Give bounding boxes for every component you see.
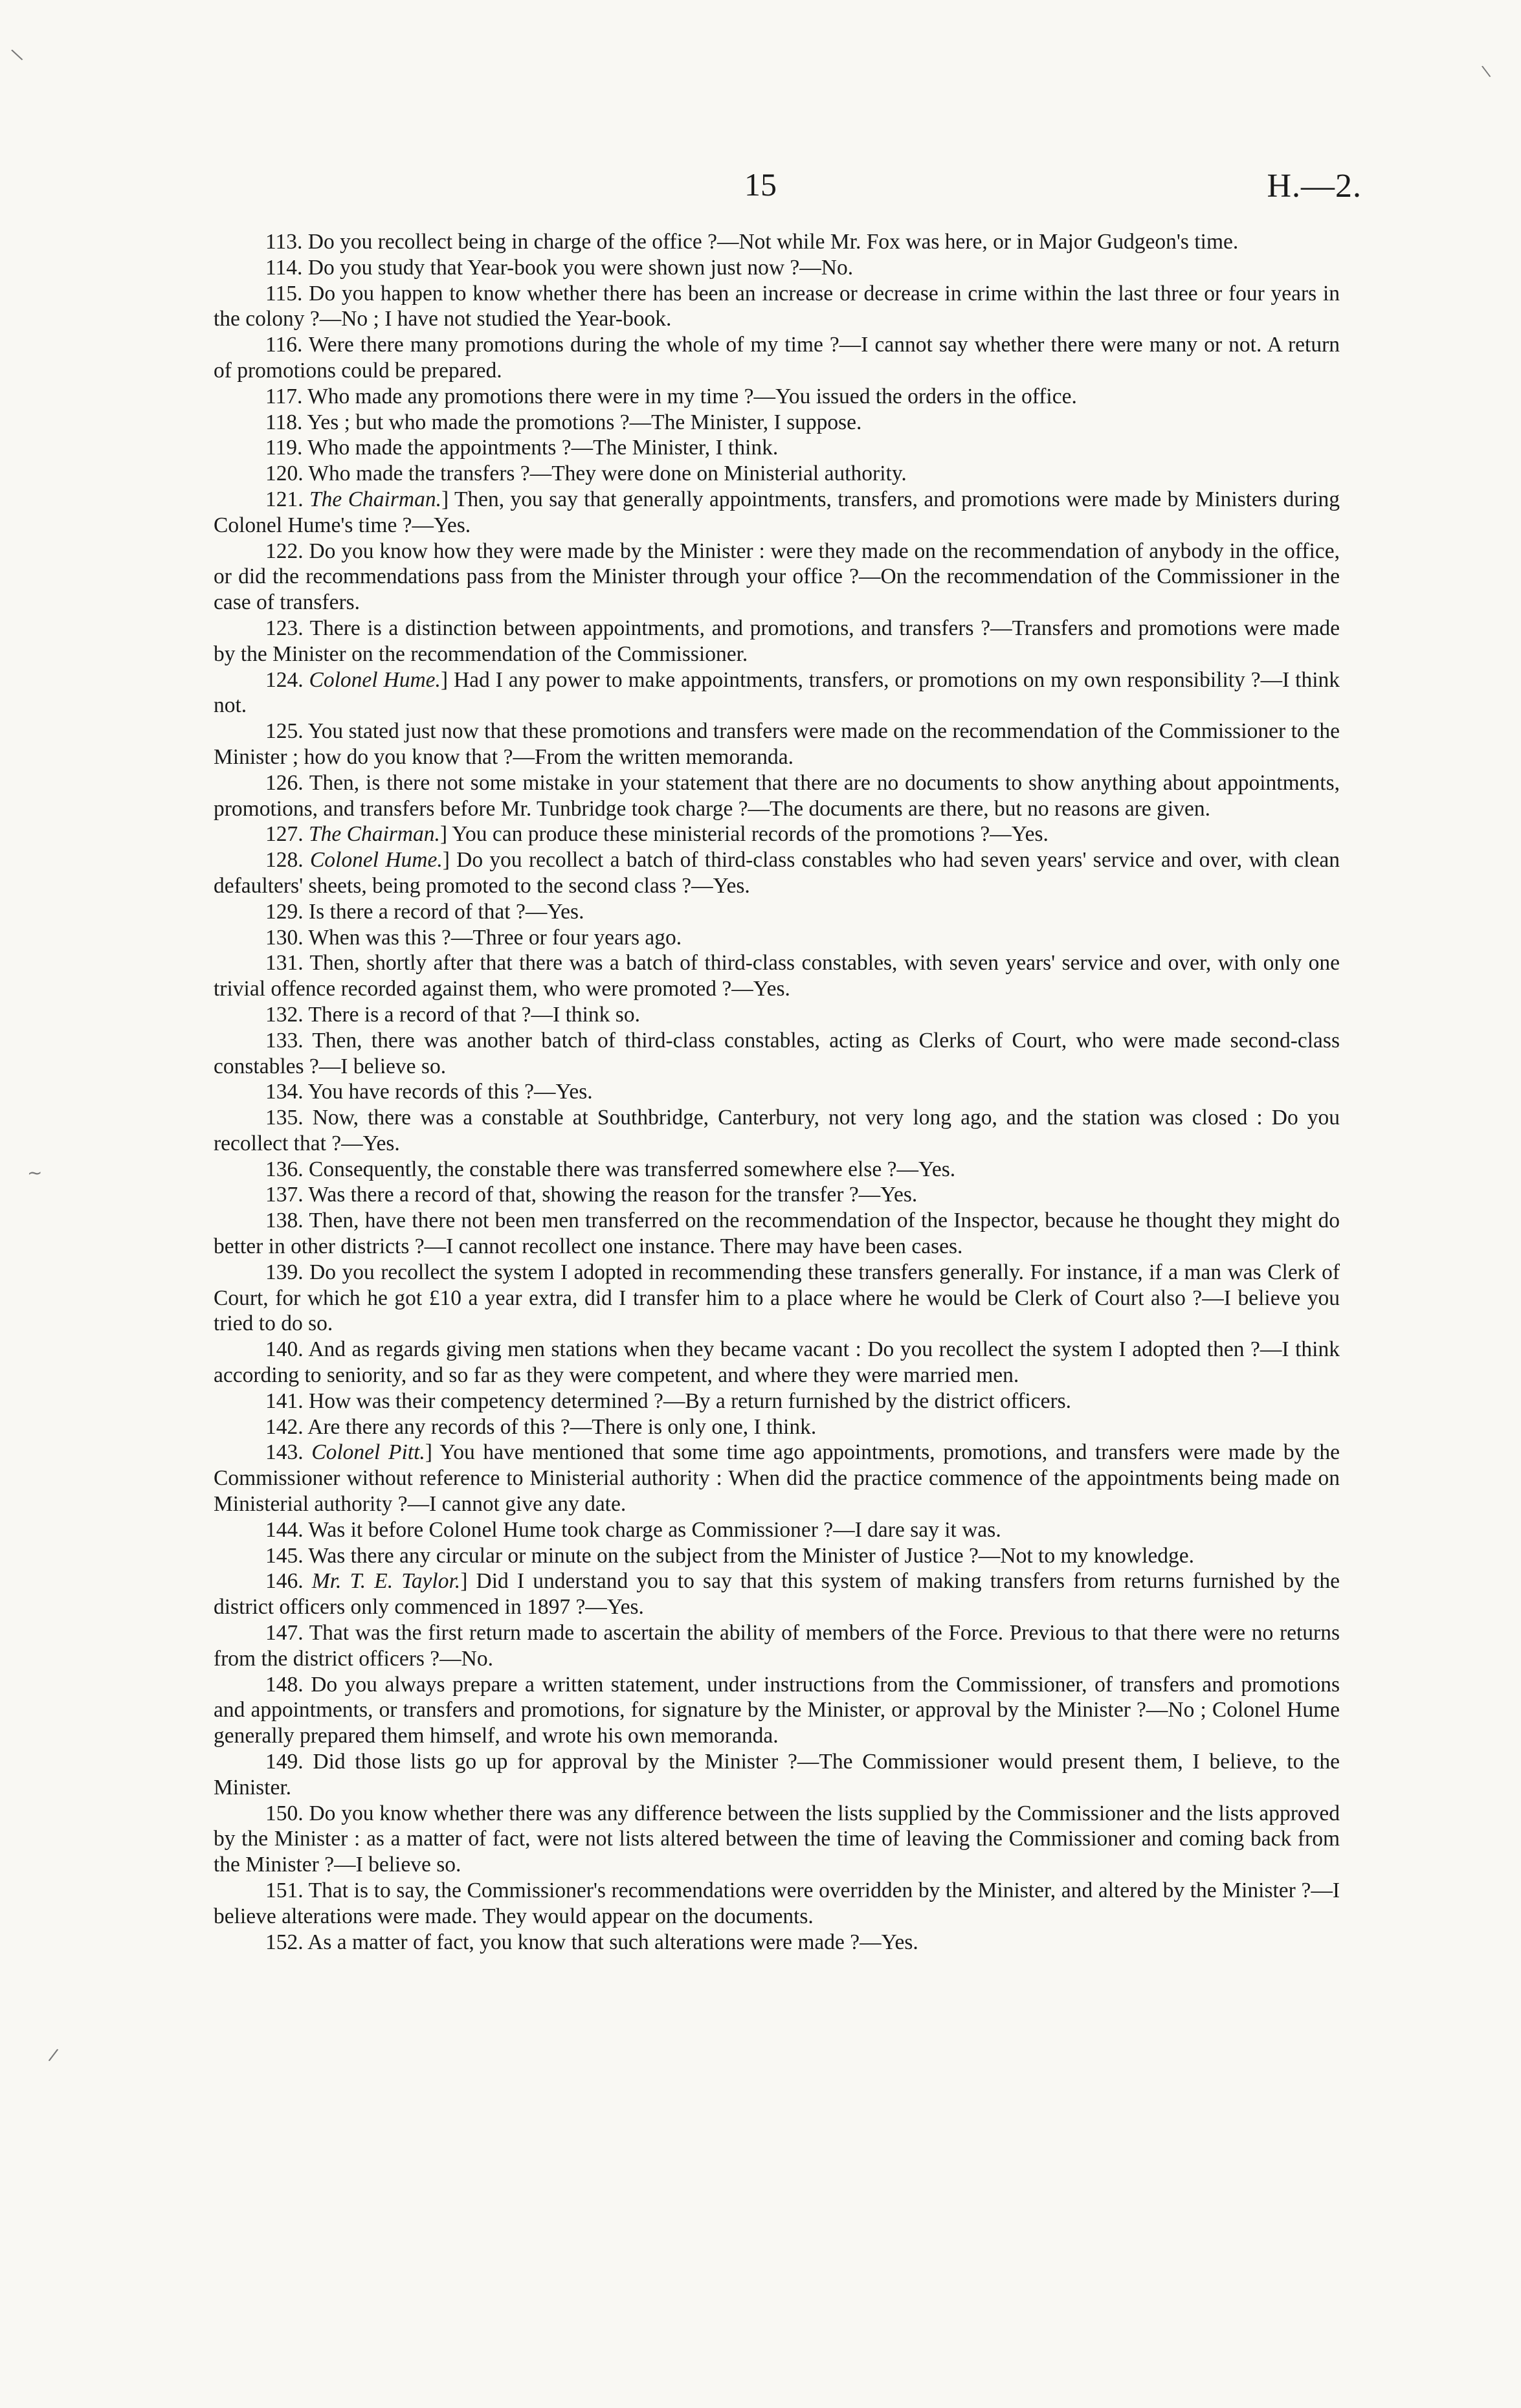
question-number: 143. bbox=[265, 1440, 304, 1465]
question-number: 144. bbox=[265, 1517, 304, 1542]
margin-tick-mark: / bbox=[47, 2045, 60, 2066]
question-paragraph bbox=[214, 1028, 1340, 1080]
question-paragraph bbox=[214, 719, 1340, 770]
question-text: And as regards giving men stations when they became vacant : Do you recollect the system I adopted then ?—I think according to seniority, and so far as they were competent, and where they were married men. bbox=[214, 1337, 1340, 1388]
question-number: 150. bbox=[265, 1801, 304, 1825]
margin-tick-mark: \ bbox=[10, 45, 25, 65]
margin-tick-mark: \ bbox=[1480, 61, 1492, 81]
question-number: 113. bbox=[265, 230, 303, 254]
question-paragraph bbox=[214, 332, 1340, 384]
question-paragraph bbox=[214, 1930, 1340, 1956]
question-text: Then, you say that generally appointments, transfers, and promotions were made by Ministers during Colonel Hume's time ?—Yes. bbox=[214, 487, 1340, 537]
question-text: Do you happen to know whether there has been an increase or decrease in crime within the last three or four years in the colony ?—No ; I have not studied the Year-book. bbox=[214, 281, 1340, 331]
question-text: Were there many promotions during the whole of my time ?—I cannot say whether there were many or not. A return of promotions could be prepared. bbox=[214, 333, 1340, 383]
question-number: 128. bbox=[265, 848, 304, 873]
question-text: There is a distinction between appointments, and promotions, and transfers ?—Transfers and promotions were made by the Minister on the recommendation of the Commissioner. bbox=[214, 616, 1340, 666]
question-paragraph: 128. Colonel Hume.] Do you recollect a batch of third-class constables who had seven years' service and over, with clean defaulters' sheets, being promoted to the second class ?—Yes. bbox=[214, 848, 1340, 898]
question-number: 149. bbox=[265, 1750, 304, 1774]
question-paragraph bbox=[214, 1079, 1340, 1105]
question-text: Do you know whether there was any difference between the lists supplied by the Commissioner and the lists approved by the Minister : as a matter of fact, were not lists altered between the time of leaving the Commissioner and coming back from the Minister ?—I believe so. bbox=[214, 1801, 1340, 1877]
question-number: 121. bbox=[265, 487, 304, 511]
question-paragraph bbox=[214, 229, 1340, 255]
margin-tick-mark: ~ bbox=[27, 1162, 43, 1183]
speaker-name: Mr. T. E. Taylor. bbox=[311, 1569, 461, 1594]
question-number: 125. bbox=[265, 719, 304, 744]
question-number: 132. bbox=[265, 1002, 304, 1027]
question-number: 134. bbox=[265, 1080, 304, 1104]
question-text: Do you recollect a batch of third-class constables who had seven years' service and over, with clean defaulters' sheets, being promoted to the second class ?—Yes. bbox=[214, 848, 1340, 898]
speaker-name: Colonel Hume. bbox=[309, 667, 441, 692]
page-number: 15 bbox=[744, 166, 777, 203]
question-text: Then, is there not some mistake in your statement that there are no documents to show anything about appointments, promotions, and transfers before Mr. Tunbridge took charge ?—The documents are there, but no reasons are given. bbox=[214, 770, 1340, 821]
question-text: Was there a record of that, showing the reason for the transfer ?—Yes. bbox=[308, 1183, 918, 1207]
question-paragraph bbox=[214, 281, 1340, 333]
question-number: 120. bbox=[265, 462, 304, 486]
question-paragraph bbox=[214, 1002, 1340, 1028]
speaker-name: The Chairman. bbox=[309, 487, 441, 511]
question-number: 140. bbox=[265, 1337, 304, 1362]
question-number: 119. bbox=[265, 436, 303, 460]
question-paragraph bbox=[214, 1517, 1340, 1543]
question-text: You can produce these ministerial records of the promotions ?—Yes. bbox=[452, 822, 1049, 847]
speaker-name: The Chairman. bbox=[309, 822, 440, 847]
question-number: 138. bbox=[265, 1209, 304, 1233]
question-number: 114. bbox=[265, 255, 303, 280]
question-text: Who made any promotions there were in my time ?—You issued the orders in the office. bbox=[307, 384, 1077, 408]
question-paragraph: 146. Mr. T. E. Taylor.] Did I understand you to say that this system of making transfers from returns furnished by the district officers only commenced in 1897 ?—Yes. bbox=[214, 1569, 1340, 1620]
question-text: Then, there was another batch of third-class constables, acting as Clerks of Court, who were made second-class constables ?—I believe so. bbox=[214, 1028, 1340, 1078]
question-number: 117. bbox=[265, 384, 303, 408]
question-text: Yes ; but who made the promotions ?—The Minister, I suppose. bbox=[307, 410, 862, 434]
question-paragraph: 127. The Chairman.] You can produce these ministerial records of the promotions ?—Yes. bbox=[265, 822, 1049, 847]
question-text: That was the first return made to ascertain the ability of members of the Force. Previous to that there were no returns from the district officers ?—No. bbox=[214, 1621, 1340, 1671]
question-number: 122. bbox=[265, 539, 304, 563]
question-paragraph bbox=[214, 899, 1340, 925]
question-text: Do you know how they were made by the Minister : were they made on the recommendation of anybody in the office, or did the recommendations pass from the Minister through your office ?—On the recommendation of the Commissioner in the case of transfers. bbox=[214, 539, 1340, 615]
question-text: Who made the transfers ?—They were done on Ministerial authority. bbox=[308, 462, 907, 486]
question-paragraph bbox=[214, 1801, 1340, 1878]
question-number: 137. bbox=[265, 1183, 304, 1207]
question-number: 129. bbox=[265, 899, 304, 924]
question-number: 152. bbox=[265, 1930, 304, 1954]
question-text: That is to say, the Commissioner's recommendations were overridden by the Minister, and altered by the Minister ?—I believe alterations were made. They would appear on the documents. bbox=[214, 1878, 1340, 1928]
question-paragraph bbox=[214, 435, 1340, 461]
question-text: Do you recollect being in charge of the office ?—Not while Mr. Fox was here, or in Major Gudgeon's time. bbox=[307, 230, 1239, 254]
question-number: 139. bbox=[265, 1260, 304, 1284]
question-number: 127. bbox=[265, 822, 304, 847]
question-paragraph bbox=[214, 1260, 1340, 1337]
question-number: 118. bbox=[265, 410, 303, 434]
document-reference: H.—2. bbox=[1267, 168, 1362, 205]
question-paragraph bbox=[214, 1543, 1340, 1569]
question-text: Do you study that Year-book you were shown just now ?—No. bbox=[307, 255, 854, 280]
question-paragraph bbox=[214, 1620, 1340, 1672]
question-number: 146. bbox=[265, 1569, 304, 1594]
question-text: You stated just now that these promotions and transfers were made on the recommendation of the Commissioner to the Minister ; how do you know that ?—From the written memoranda. bbox=[214, 719, 1340, 769]
question-text: Had I any power to make appointments, transfers, or promotions on my own responsibility ?—I think not. bbox=[214, 667, 1340, 718]
question-number: 142. bbox=[265, 1414, 304, 1439]
question-paragraph: 124. Colonel Hume.] Had I any power to make appointments, transfers, or promotions on my own responsibility ?—I think not. bbox=[214, 667, 1340, 718]
question-text: Did I understand you to say that this system of making transfers from returns furnished by the district officers only commenced in 1897 ?—Yes. bbox=[214, 1569, 1340, 1620]
question-text: Was there any circular or minute on the subject from the Minister of Justice ?—Not to my knowledge. bbox=[308, 1543, 1194, 1568]
question-paragraph bbox=[214, 1157, 1340, 1183]
question-text: As a matter of fact, you know that such alterations were made ?—Yes. bbox=[307, 1930, 918, 1954]
question-number: 135. bbox=[265, 1106, 304, 1130]
question-text: Now, there was a constable at Southbridge, Canterbury, not very long ago, and the station was closed : Do you recollect that ?—Yes. bbox=[214, 1106, 1340, 1155]
question-paragraph bbox=[214, 1105, 1340, 1157]
question-number: 116. bbox=[265, 333, 303, 357]
question-paragraph bbox=[214, 1414, 1340, 1440]
question-paragraph bbox=[214, 1878, 1340, 1930]
question-text: Are there any records of this ?—There is only one, I think. bbox=[307, 1414, 817, 1439]
question-text: Then, shortly after that there was a batch of third-class constables, with seven years' service and over, with only one trivial offence recorded against them, who were promoted ?—Yes. bbox=[214, 951, 1340, 1001]
question-text: Then, have there not been men transferred on the recommendation of the Inspector, because he thought they might do better in other districts ?—I cannot recollect one instance. There may have been cases. bbox=[214, 1209, 1340, 1259]
question-text: Is there a record of that ?—Yes. bbox=[309, 899, 584, 924]
question-paragraph bbox=[214, 925, 1340, 951]
question-number: 141. bbox=[265, 1388, 304, 1413]
question-number: 130. bbox=[265, 925, 304, 950]
question-paragraph bbox=[214, 770, 1340, 822]
question-number: 115. bbox=[265, 281, 303, 306]
question-number: 145. bbox=[265, 1543, 304, 1568]
question-paragraph bbox=[214, 384, 1340, 410]
testimony-body bbox=[214, 229, 1340, 1955]
question-text: Do you always prepare a written statement, under instructions from the Commissioner, of transfers and promotions and appointments, or transfers and promotions, for signature by the Minister, or approval by the Minister ?—No ; Colonel Hume generally prepared them himself, and wrote his own memoranda. bbox=[214, 1672, 1340, 1748]
question-paragraph bbox=[214, 1182, 1340, 1208]
question-paragraph bbox=[214, 616, 1340, 667]
question-text: Did those lists go up for approval by the Minister ?—The Commissioner would present them, I believe, to the Minister. bbox=[214, 1750, 1340, 1800]
question-paragraph bbox=[214, 950, 1340, 1002]
question-paragraph bbox=[214, 1337, 1340, 1388]
question-number: 136. bbox=[265, 1157, 304, 1181]
question-number: 148. bbox=[265, 1672, 304, 1697]
question-text: Who made the appointments ?—The Minister, I think. bbox=[307, 436, 779, 460]
question-paragraph bbox=[214, 1749, 1340, 1801]
question-number: 151. bbox=[265, 1878, 304, 1902]
question-paragraph bbox=[214, 1672, 1340, 1749]
question-paragraph bbox=[214, 1388, 1340, 1414]
question-number: 131. bbox=[265, 951, 304, 975]
question-paragraph bbox=[214, 255, 1340, 281]
question-text: When was this ?—Three or four years ago. bbox=[308, 925, 682, 950]
speaker-name: Colonel Pitt. bbox=[311, 1440, 425, 1465]
question-text: There is a record of that ?—I think so. bbox=[308, 1002, 640, 1027]
question-paragraph bbox=[214, 461, 1340, 487]
question-number: 123. bbox=[265, 616, 304, 640]
question-number: 147. bbox=[265, 1621, 304, 1645]
question-text: Do you recollect the system I adopted in recommending these transfers generally. For instance, if a man was Clerk of Court, for which he got £10 a year extra, did I transfer him to a place where he would be Clerk of Court also ?—I believe you tried to do so. bbox=[214, 1260, 1340, 1336]
speaker-name: Colonel Hume. bbox=[309, 848, 443, 873]
question-paragraph bbox=[214, 1208, 1340, 1260]
question-text: You have mentioned that some time ago appointments, promotions, and transfers were made by the Commissioner without reference to Ministerial authority : When did the practice commence of the appointments being made on Ministerial authority ?—I cannot give any date. bbox=[214, 1440, 1340, 1517]
question-text: How was their competency determined ?—By a return furnished by the district officers. bbox=[309, 1388, 1072, 1413]
question-number: 133. bbox=[265, 1028, 304, 1053]
question-paragraph: 143. Colonel Pitt.] You have mentioned that some time ago appointments, promotions, and transfers were made by the Commissioner without reference to Ministerial authority : When did the practice commence of the appointments being made on Ministerial authority ?—I cannot give any date. bbox=[214, 1440, 1340, 1517]
question-number: 126. bbox=[265, 770, 304, 795]
question-paragraph bbox=[214, 410, 1340, 436]
question-text: Was it before Colonel Hume took charge as Commissioner ?—I dare say it was. bbox=[308, 1517, 1001, 1542]
question-number: 124. bbox=[265, 667, 304, 692]
question-paragraph: 121. The Chairman.] Then, you say that generally appointments, transfers, and promotions were made by Ministers during Colonel Hume's time ?—Yes. bbox=[214, 487, 1340, 537]
question-text: Consequently, the constable there was transferred somewhere else ?—Yes. bbox=[309, 1157, 956, 1181]
question-paragraph bbox=[214, 539, 1340, 616]
question-text: You have records of this ?—Yes. bbox=[307, 1080, 593, 1104]
